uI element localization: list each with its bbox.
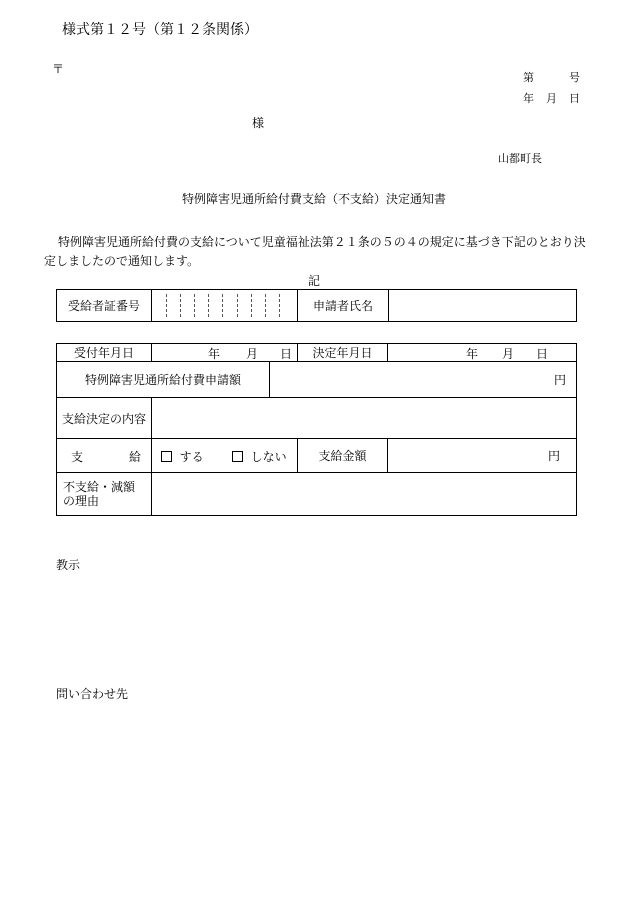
option-yes-label: する — [179, 450, 204, 464]
payment-label-1: 支 — [71, 450, 84, 464]
reason-label — [57, 473, 152, 516]
decision-date-label: 決定年月日 — [298, 344, 388, 362]
decision-date-field[interactable] — [388, 344, 577, 362]
option-yes[interactable] — [161, 448, 204, 465]
decision-year: 年 — [466, 347, 479, 361]
doc-number-prefix: 第 — [523, 71, 534, 84]
checkbox-icon — [232, 451, 243, 462]
option-no-label: しない — [250, 450, 287, 464]
payment-amount-label: 支給金額 — [298, 439, 388, 473]
doc-number-suffix: 号 — [569, 71, 580, 84]
decision-month: 月 — [502, 347, 515, 361]
cert-number-field[interactable] — [152, 290, 298, 322]
applicant-name-label: 申請者氏名 — [298, 290, 389, 322]
receipt-month: 月 — [246, 347, 259, 361]
date-day: 日 — [569, 92, 580, 105]
date-year: 年 — [523, 92, 534, 105]
receipt-day: 日 — [280, 347, 293, 361]
instruction-label: 教示 — [56, 558, 81, 572]
recipient-table — [56, 289, 577, 322]
reason-label-2: の理由 — [63, 494, 100, 508]
body-line-2: 定しましたので通知します。 — [44, 254, 200, 268]
decision-content-label: 支給決定の内容 — [57, 398, 152, 439]
claim-amount-label: 特例障害児通所給付費申請額 — [57, 362, 270, 398]
decision-content-field[interactable] — [152, 398, 577, 439]
sender-name: 山都町長 — [498, 152, 542, 165]
payment-yen-unit: 円 — [547, 449, 560, 463]
receipt-date-field[interactable] — [152, 344, 298, 362]
body-line-1: 特例障害児通所給付費の支給について児童福祉法第２１条の５の４の規定に基づき下記のとおり決 — [58, 235, 586, 249]
postal-mark: 〒 — [52, 62, 65, 76]
contact-label: 問い合わせ先 — [56, 687, 129, 701]
addressee-suffix: 様 — [252, 116, 265, 130]
receipt-year: 年 — [208, 347, 221, 361]
decision-day: 日 — [536, 347, 549, 361]
form-number: 様式第１２号（第１２条関係） — [62, 22, 258, 38]
applicant-name-field[interactable] — [389, 290, 577, 322]
checkbox-icon — [161, 451, 172, 462]
cert-number-label: 受給者証番号 — [57, 290, 152, 322]
claim-amount-field[interactable] — [270, 362, 577, 398]
document-title: 特例障害児通所給付費支給（不支給）決定通知書 — [182, 192, 447, 206]
payment-label-2: 給 — [129, 450, 142, 464]
option-no[interactable] — [232, 448, 287, 465]
claim-yen-unit: 円 — [553, 373, 566, 387]
payment-label — [57, 439, 152, 473]
date-month: 月 — [546, 92, 557, 105]
ki-label: 記 — [308, 274, 321, 288]
payment-options — [152, 439, 298, 473]
receipt-date-label: 受付年月日 — [57, 344, 152, 362]
reason-field[interactable] — [152, 473, 577, 516]
reason-label-1: 不支給・減額 — [63, 480, 136, 494]
payment-amount-field[interactable] — [388, 439, 577, 473]
decision-table — [56, 343, 577, 516]
